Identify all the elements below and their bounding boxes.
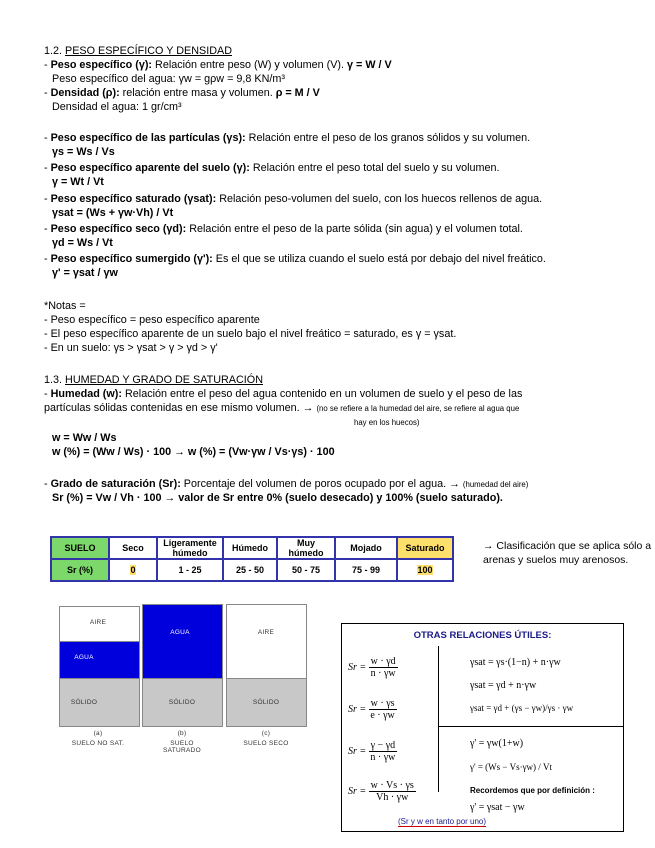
caption-a: (a) [93,730,103,737]
table-cell: 1 - 25 [157,559,223,581]
eq-gprime-3: γ' = γsat − γw [470,802,525,813]
formula-humedad-pct: w (%) = (Ww / Ws) · 100 → w (%) = (Vw·γw / Vs·γs) · 100 [52,446,335,458]
formula-seco: γd = Ws / Vt [52,237,113,249]
agua-label: AGUA [170,629,190,636]
sr-relation-4: Sr = $\frac{w \cdot Vs \cdot \gamma s}{Vh \cdot \gamma w}$ [348,780,414,803]
eq-gsat-2: γsat = γd + n·γw [470,680,537,691]
table-cell: 50 - 75 [277,559,335,581]
nota-1: - Peso específico = peso específico aparente [44,314,260,326]
aire-label: AIRE [257,629,275,636]
nota-3: - En un suelo: γs > γsat > γ > γd > γ' [44,342,218,354]
humedad-note: hay en los huecos) [354,418,420,427]
sr-relation-3: Sr = $\frac{\gamma - \gamma d}{n \cdot \gamma w}$ [348,740,396,763]
densidad-def: - Densidad (ρ): relación entre masa y volumen. ρ = M / V [44,87,320,99]
otras-relaciones-box [341,623,624,832]
table-cell: 0 [130,565,136,575]
state-c: SUELO SECO [243,740,289,747]
table-header: Ligeramente húmedo [157,537,223,559]
section-1-3-heading: 1.3. HUMEDAD Y GRADO DE SATURACIÓN [44,374,263,386]
table-header: Saturado [397,537,453,559]
table-cell: 25 - 50 [223,559,277,581]
saturacion-def: - Grado de saturación (Sr): Porcentaje del volumen de poros ocupado por el agua. → (humedad del aire) [44,478,529,490]
table-header: Seco [109,537,157,559]
formula-saturado: γsat = (Ws + γw·Vh) / Vt [52,207,174,219]
def-particulas: - Peso específico de las partículas (γs): Relación entre el peso de los granos sólidos y su volumen. [44,132,531,144]
table-header: Muy húmedo [277,537,335,559]
table-cell: 100 [417,565,433,575]
caption-b: (b) [177,730,187,737]
divider [438,726,623,727]
state-a: SUELO NO SAT. [71,740,125,747]
block-agua-b [142,604,223,679]
state-b: SUELO SATURADO [162,740,202,754]
notas-title: *Notas = [44,300,86,312]
def-sumergido: - Peso específico sumergido (γ'): Es el que se utiliza cuando el suelo está por debajo del nivel freático. [44,253,546,265]
table-row [51,559,453,581]
table-header: Mojado [335,537,397,559]
aire-label: AIRE [89,619,107,626]
divider [438,646,439,792]
table-header-row [51,537,453,559]
eq-gprime-2: γ' = (Ws − Vs·γw) / Vt [470,762,553,772]
peso-agua: Peso específico del agua: γw = gρw = 9,8 KN/m³ [52,73,285,85]
nota-2: - El peso específico aparente de un suelo bajo el nivel freático = saturado, es γ = γsat. [44,328,457,340]
solido-label: SÓLIDO [252,699,280,706]
eq-gsat-3: γsat = γd + (γs − γw)/γs · γw [470,703,574,713]
solido-label: SÓLIDO [168,699,196,706]
section-1-2-heading: 1.2. PESO ESPECÍFICO Y DENSIDAD [44,45,233,57]
humedad-def: - Humedad (w): Relación entre el peso del agua contenido en un volumen de suelo y el peso de las [44,388,523,400]
table-cell: Sr (%) [51,559,109,581]
table-header: SUELO [51,537,109,559]
formula-saturacion: Sr (%) = Vw / Vh · 100 → valor de Sr entre 0% (suelo desecado) y 100% (suelo saturado). [52,492,503,504]
table-note: → Clasificación que se aplica sólo a arenas y suelos muy arenosos. [483,540,652,566]
def-seco: - Peso específico seco (γd): Relación entre el peso de la parte sólida (sin agua) y el volumen total. [44,223,523,235]
table-cell: 75 - 99 [335,559,397,581]
solido-label: SÓLIDO [70,699,98,706]
peso-especifico-def: - Peso específico (γ): Relación entre peso (W) y volumen (V). γ = W / V [44,59,392,71]
formula-aparente: γ = Wt / Vt [52,176,104,188]
formula-humedad: w = Ww / Ws [52,432,117,444]
humedad-def-2: partículas sólidas contenidas en ese mismo volumen. → (no se refiere a la humedad del aire, se refiere al agua que [44,402,520,414]
table-header: Húmedo [223,537,277,559]
box-footnote: (Sr y w en tanto por uno) [398,817,487,826]
eq-definicion: Recordemos que por definición : [470,786,595,795]
def-aparente: - Peso específico aparente del suelo (γ): Relación entre el peso total del suelo y su volumen. [44,162,500,174]
sr-relation-1: Sr = $\frac{w \cdot \gamma d}{n \cdot \gamma w}$ [348,656,396,679]
box-title: OTRAS RELACIONES ÚTILES: [413,630,552,641]
saturation-table [50,536,454,582]
eq-gprime-1: γ' = γw(1+w) [470,738,524,749]
block-aire-c [226,604,307,679]
caption-c: (c) [261,730,271,737]
eq-gsat-1: γsat = γs·(1−n) + n·γw [470,657,561,668]
def-saturado: - Peso específico saturado (γsat): Relación peso-volumen del suelo, con los huecos rellenos de agua. [44,193,543,205]
formula-particulas: γs = Ws / Vs [52,146,115,158]
formula-sumergido: γ' = γsat / γw [52,267,118,279]
sr-relation-2: Sr = $\frac{w \cdot \gamma s}{e \cdot \gamma w}$ [348,698,395,721]
agua-label: AGUA [74,654,94,661]
densidad-agua: Densidad el agua: 1 gr/cm³ [52,101,182,113]
